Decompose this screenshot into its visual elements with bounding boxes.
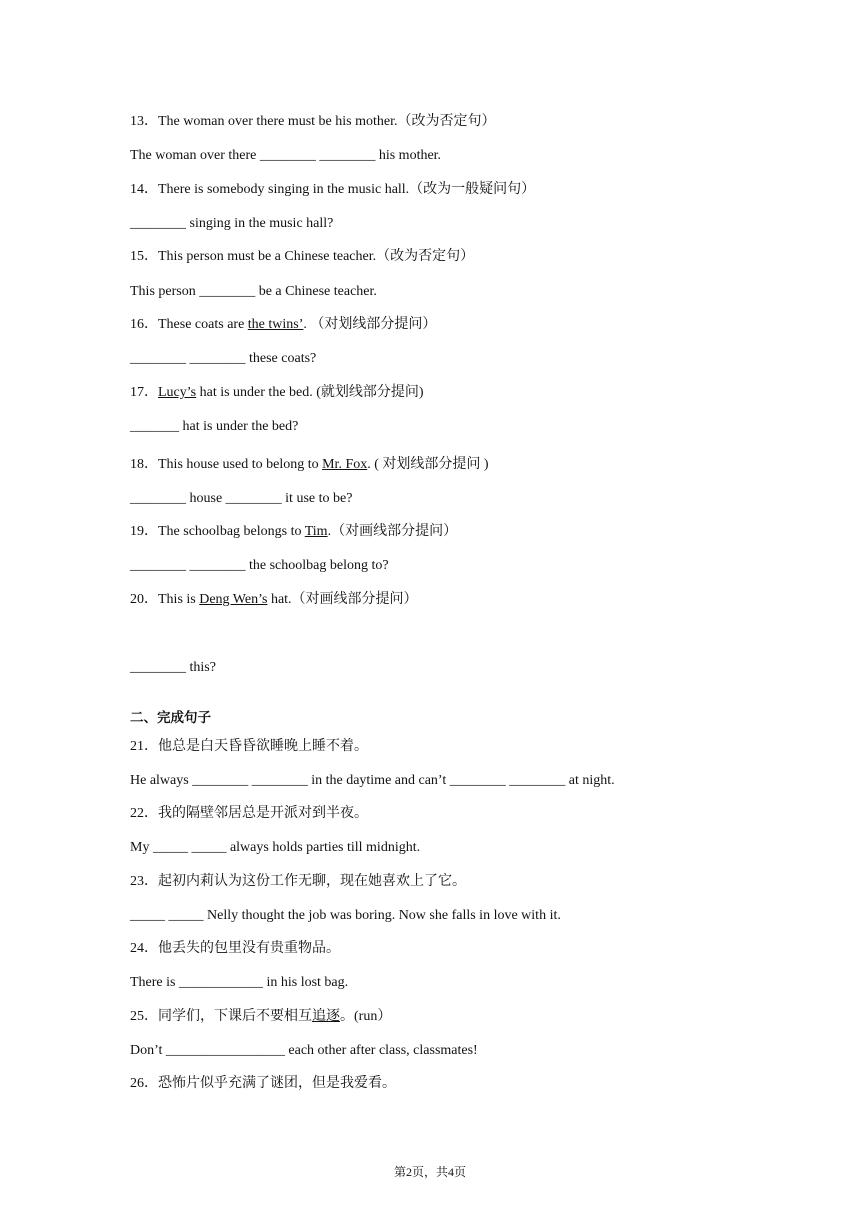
- text: .（对画线部分提问）: [327, 524, 458, 539]
- text: . ( 对划线部分提问 ): [367, 457, 489, 472]
- text: 13．The woman over there must be his mother.（改为否定句）: [130, 114, 496, 129]
- text: . （对划线部分提问）: [303, 317, 437, 332]
- line-q19: [130, 523, 457, 541]
- text: This person ________ be a Chinese teacher.: [130, 284, 377, 299]
- text: ________ ________ these coats?: [130, 351, 317, 366]
- text: ________ this?: [130, 660, 216, 675]
- underlined-text: Tim: [304, 524, 328, 539]
- line-q25: [130, 1008, 391, 1026]
- text: 22．我的隔壁邻居总是开派对到半夜。: [130, 806, 368, 821]
- line-q23-answer: [130, 907, 561, 925]
- text: 15．This person must be a Chinese teacher.（改为否定句）: [130, 249, 475, 264]
- line-q14: [130, 181, 535, 199]
- text: ________ house ________ it use to be?: [130, 491, 353, 506]
- text: 20．This is: [130, 592, 200, 607]
- line-q21: [130, 738, 368, 756]
- section-heading: [130, 709, 211, 727]
- text: 14．There is somebody singing in the music hall.（改为一般疑问句）: [130, 182, 536, 197]
- line-q16-answer: [130, 350, 316, 368]
- underlined-text: 追逐: [312, 1009, 340, 1024]
- underlined-text: Lucy’s: [158, 385, 197, 400]
- text: 二、完成句子: [130, 710, 211, 726]
- underlined-text: Deng Wen’s: [199, 592, 268, 607]
- line-q13: [130, 113, 496, 131]
- line-q22: [130, 805, 368, 823]
- text: 19．The schoolbag belongs to: [130, 524, 305, 539]
- text: hat is under the bed. (就划线部分提问): [196, 385, 424, 400]
- text: 24．他丢失的包里没有贵重物品。: [130, 941, 340, 956]
- text: Don’t _________________ each other after class, classmates!: [130, 1043, 478, 1058]
- text: My _____ _____ always holds parties till midnight.: [130, 840, 421, 855]
- text: ________ singing in the music hall?: [130, 216, 334, 231]
- text: The woman over there ________ ________ his mother.: [130, 148, 442, 163]
- text: 23．起初内莉认为这份工作无聊，现在她喜欢上了它。: [130, 874, 466, 889]
- line-q20-answer: [130, 659, 216, 677]
- line-q14-answer: [130, 215, 333, 233]
- line-q19-answer: [130, 557, 389, 575]
- text: 。(run）: [340, 1009, 392, 1024]
- line-q22-answer: [130, 839, 420, 857]
- page-footer: 第2页，共4页: [393, 1165, 466, 1179]
- line-q18-answer: [130, 490, 352, 508]
- line-q20: [130, 591, 418, 609]
- line-q26: [130, 1075, 396, 1093]
- text: 25．同学们，下课后不要相互: [130, 1009, 312, 1024]
- text: 17．: [130, 385, 158, 400]
- line-q25-answer: [130, 1042, 478, 1060]
- underlined-text: Mr. Fox: [322, 457, 368, 472]
- line-q24: [130, 940, 340, 958]
- text: There is ____________ in his lost bag.: [130, 975, 349, 990]
- text: 21．他总是白天昏昏欲睡晚上睡不着。: [130, 739, 368, 754]
- line-q16: [130, 316, 436, 334]
- text: 18．This house used to belong to: [130, 457, 323, 472]
- text: 16．These coats are: [130, 317, 248, 332]
- text: ________ ________ the schoolbag belong to?: [130, 558, 389, 573]
- text: 26．恐怖片似乎充满了谜团，但是我爱看。: [130, 1076, 396, 1091]
- line-q18: [130, 456, 489, 474]
- text: _______ hat is under the bed?: [130, 419, 299, 434]
- underlined-text: the twins’: [247, 317, 304, 332]
- line-q21-answer: [130, 772, 615, 790]
- line-q24-answer: [130, 974, 348, 992]
- line-q17-answer: [130, 418, 298, 436]
- line-q23: [130, 873, 466, 891]
- text: _____ _____ Nelly thought the job was boring. Now she falls in love with it.: [130, 908, 561, 923]
- text: He always ________ ________ in the daytime and can’t ________ ________ at night.: [130, 773, 615, 788]
- line-q15: [130, 248, 474, 266]
- text: hat.（对画线部分提问）: [267, 592, 418, 607]
- line-q15-answer: [130, 283, 377, 301]
- line-q17: [130, 384, 424, 402]
- line-q13-answer: [130, 147, 441, 165]
